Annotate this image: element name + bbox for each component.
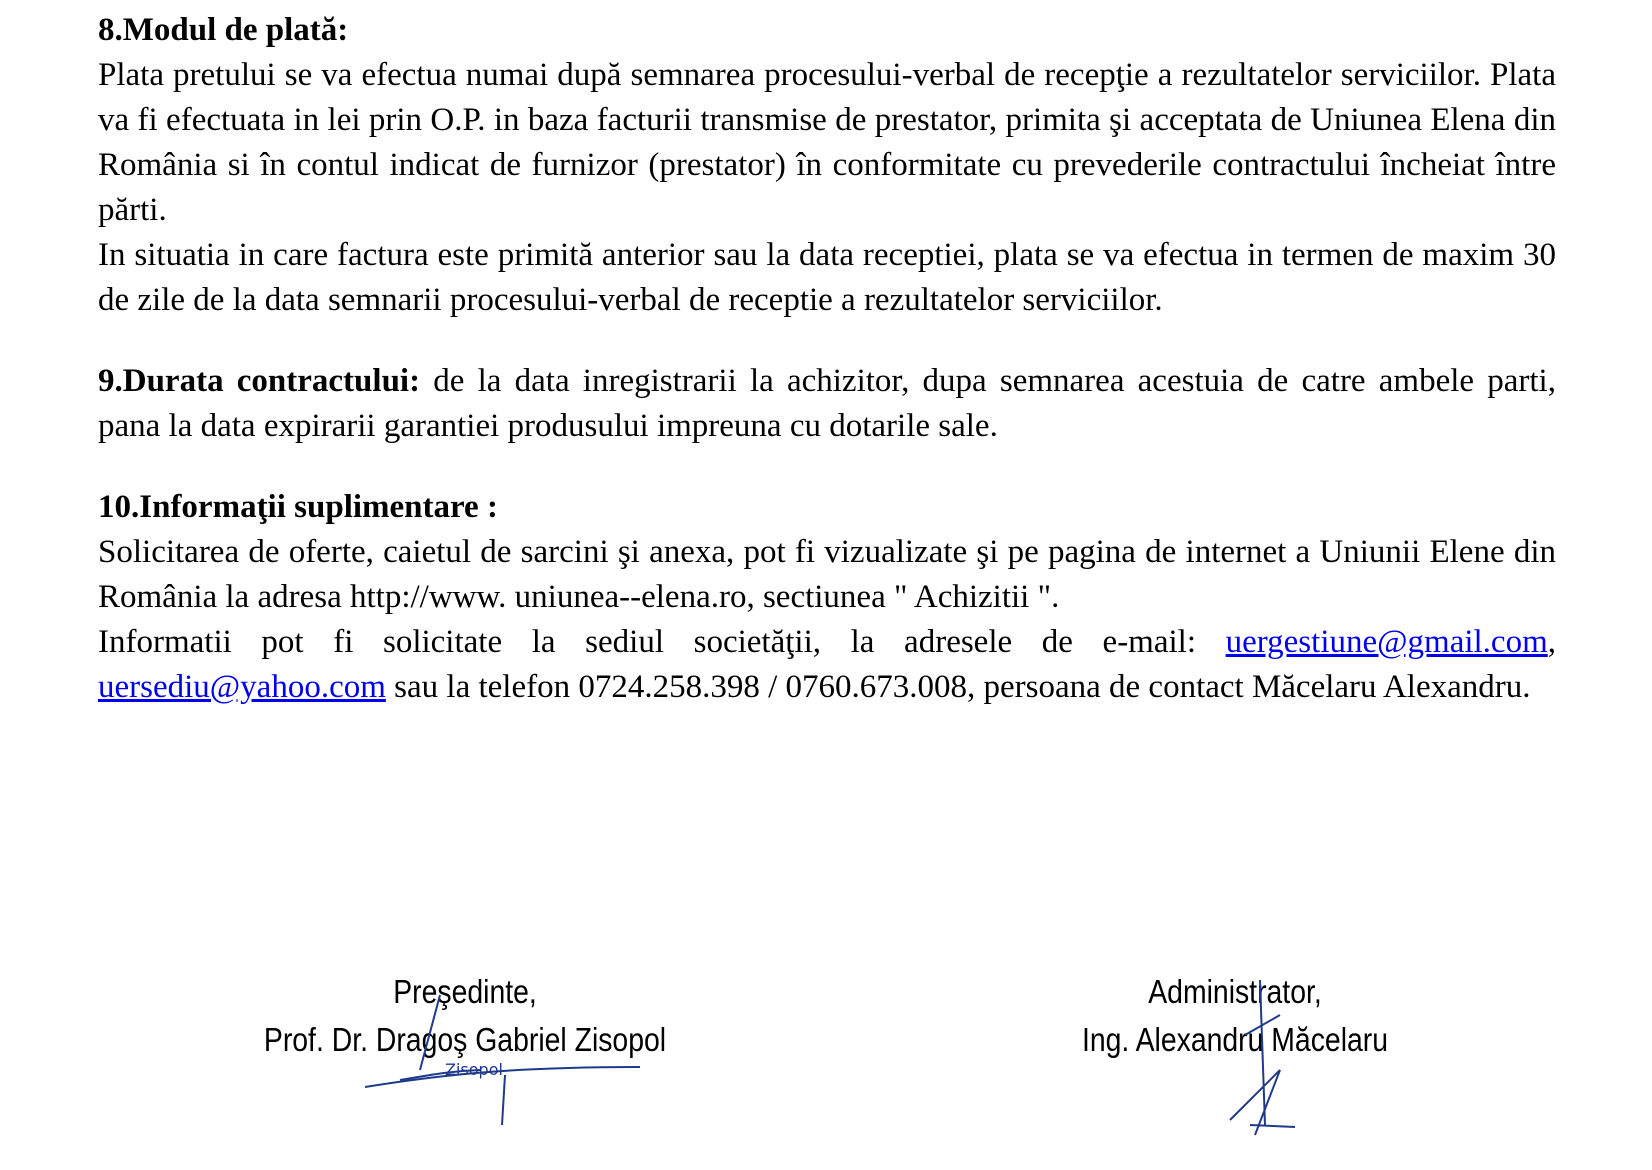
document-body xyxy=(98,8,1556,710)
section-10-paragraph-1: Solicitarea de oferte, caietul de sarcini şi anexa, pot fi vizualizate şi pe pagina de internet a Uniunii Elene din România la adresa http://www. uniunea--elena.ro, sectiunea " Achizitii ". xyxy=(98,534,1556,615)
president-title: Preşedinte, xyxy=(393,973,537,1010)
administrator-title: Administrator, xyxy=(1148,973,1322,1010)
section-10-heading: 10.Informaţii suplimentare : xyxy=(98,489,498,525)
president-signature-text: Zisopol xyxy=(445,1060,503,1079)
section-10-paragraph-2 xyxy=(98,620,1556,710)
section-9-heading: 9.Durata contractului: xyxy=(98,363,421,399)
section-9-text: de la data inregistrarii la achizitor, dupa semnarea acestuia de catre ambele parti, pana la data expirarii garantiei produsului impreuna cu dotarile sale. xyxy=(98,363,1556,444)
contact-text-end: sau la telefon 0724.258.398 / 0760.673.008, persoana de contact Măcelaru Alexandru. xyxy=(385,669,1531,705)
email-link-sediu[interactable]: uersediu@yahoo.com xyxy=(98,669,386,705)
section-8-paragraph-1: Plata pretului se va efectua numai după semnarea procesului-verbal de recepţie a rezultatelor serviciilor. Plata va fi efectuata in lei prin O.P. in baza facturii transmise de prestator, primita şi acceptata de Uniunea Elena din România si în contul indicat de furnizor (prestator) în conformitate cu prevederile contractului încheiat între părti. xyxy=(98,57,1556,228)
section-8-paragraph-2: In situatia in care factura este primită anterior sau la data receptiei, plata se va efectua in termen de maxim 30 de zile de la data semnarii procesului-verbal de receptie a rezultatelor serviciilor. xyxy=(98,237,1556,318)
president-name: Prof. Dr. Dragoş Gabriel Zisopol xyxy=(263,1021,667,1058)
email-link-gestiune[interactable]: uergestiune@gmail.com xyxy=(1225,624,1548,660)
section-8-heading: 8.Modul de plată: xyxy=(98,12,349,48)
contact-text-start: Informatii pot fi solicitate la sediul societăţii, la adresele de e-mail: xyxy=(98,624,1226,660)
comma: , xyxy=(1547,624,1556,660)
president-signature xyxy=(360,975,680,1125)
administrator-signature xyxy=(1225,975,1325,1145)
section-9 xyxy=(98,359,1556,449)
administrator-name: Ing. Alexandru Măcelaru xyxy=(1081,1021,1389,1058)
